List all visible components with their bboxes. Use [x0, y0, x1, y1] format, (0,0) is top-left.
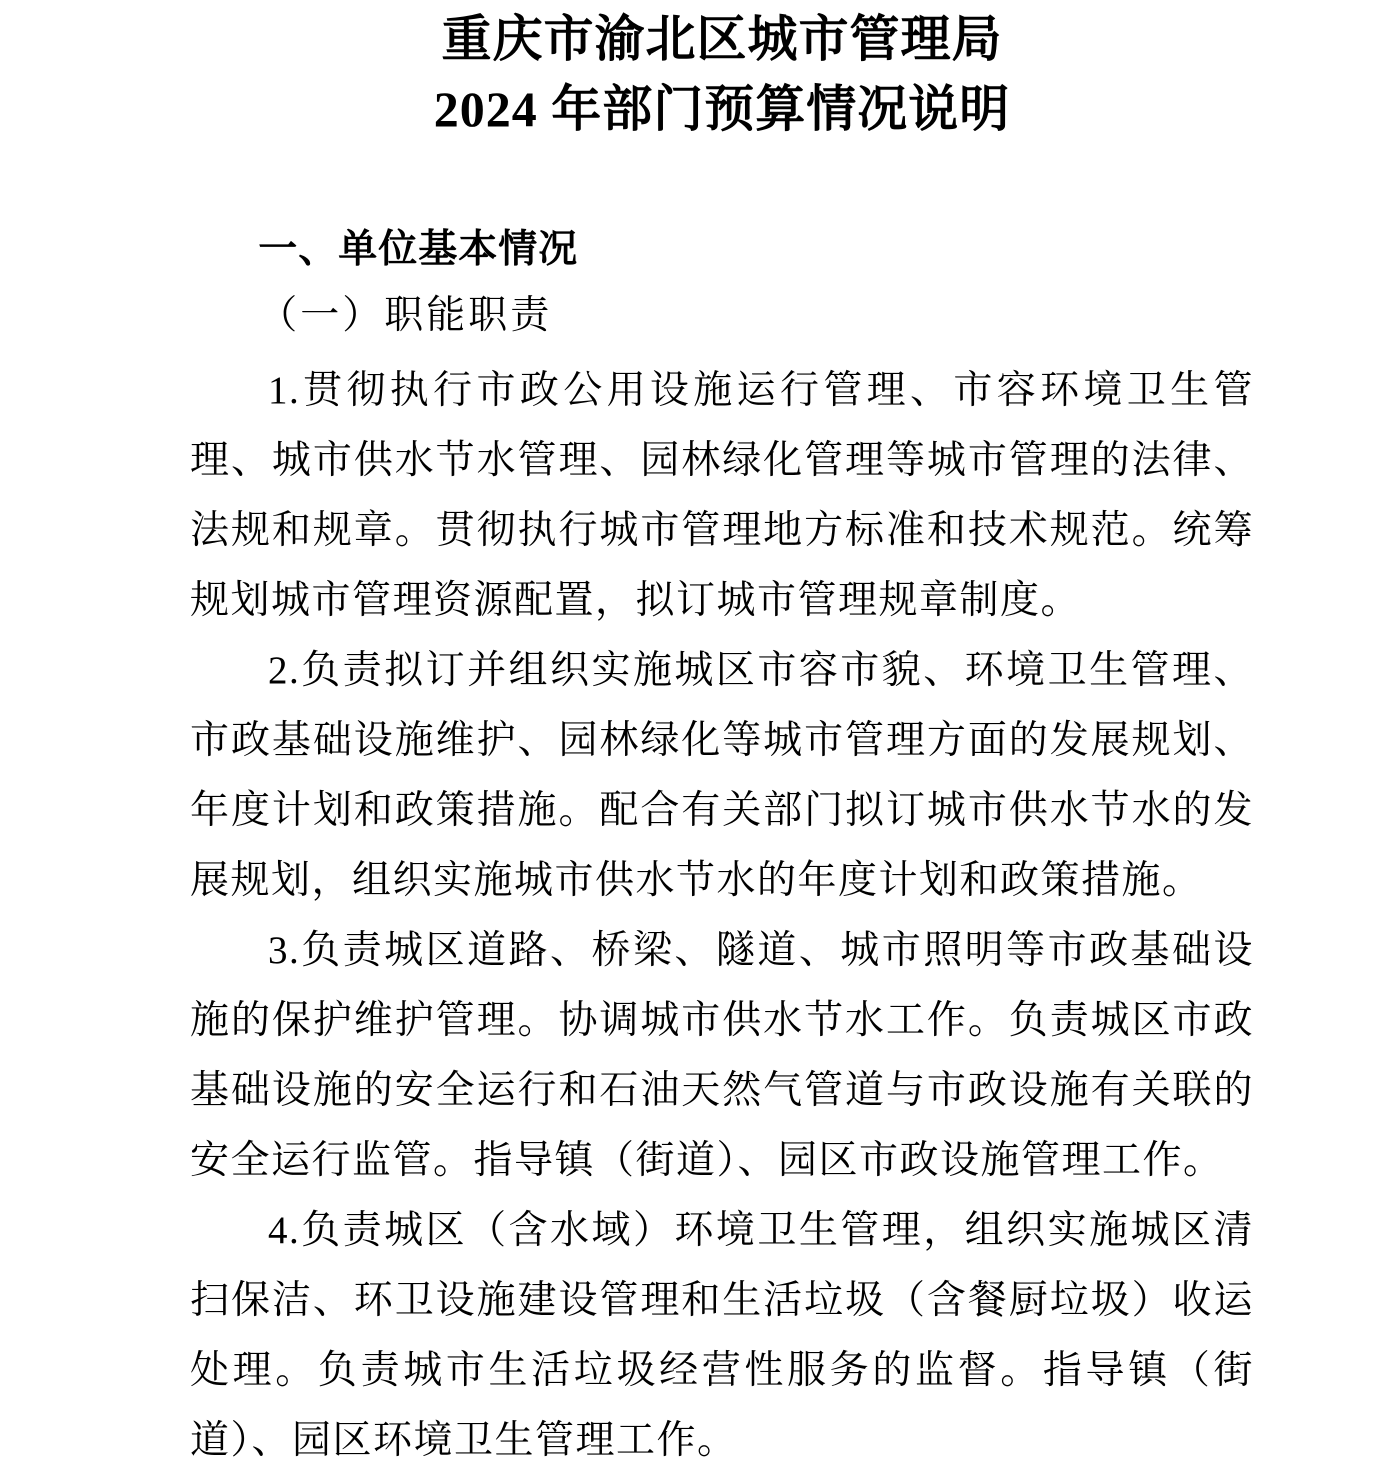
body-paragraphs	[190, 356, 1254, 1469]
document-title-line-2: 2024 年部门预算情况说明	[433, 81, 1011, 137]
document-title	[190, 4, 1254, 144]
paragraph-duty-2: 2.负责拟订并组织实施城区市容市貌、环境卫生管理、市政基础设施维护、园林绿化等城市管理方面的发展规划、年度计划和政策措施。配合有关部门拟订城市供水节水的发展规划，组织实施城市供水节水的年度计划和政策措施。	[190, 649, 1254, 902]
paragraph-duty-1: 1.贯彻执行市政公用设施运行管理、市容环境卫生管理、城市供水节水管理、园林绿化管理等城市管理的法律、法规和规章。贯彻执行城市管理地方标准和技术规范。统筹规划城市管理资源配置，拟订城市管理规章制度。	[190, 369, 1254, 622]
document-title-line-1: 重庆市渝北区城市管理局	[441, 11, 1003, 67]
subsection-heading-functions-duties: （一）职能职责	[258, 294, 553, 337]
paragraph-duty-4: 4.负责城区（含水域）环境卫生管理，组织实施城区清扫保洁、环卫设施建设管理和生活垃圾（含餐厨垃圾）收运处理。负责城市生活垃圾经营性服务的监督。指导镇（街道）、园区环境卫生管理工作。	[190, 1209, 1254, 1462]
section-heading-basic-information: 一、单位基本情况	[258, 228, 579, 271]
paragraph-duty-3: 3.负责城区道路、桥梁、隧道、城市照明等市政基础设施的保护维护管理。协调城市供水节水工作。负责城区市政基础设施的安全运行和石油天然气管道与市政设施有关联的安全运行监管。指导镇（街道）、园区市政设施管理工作。	[190, 929, 1254, 1182]
